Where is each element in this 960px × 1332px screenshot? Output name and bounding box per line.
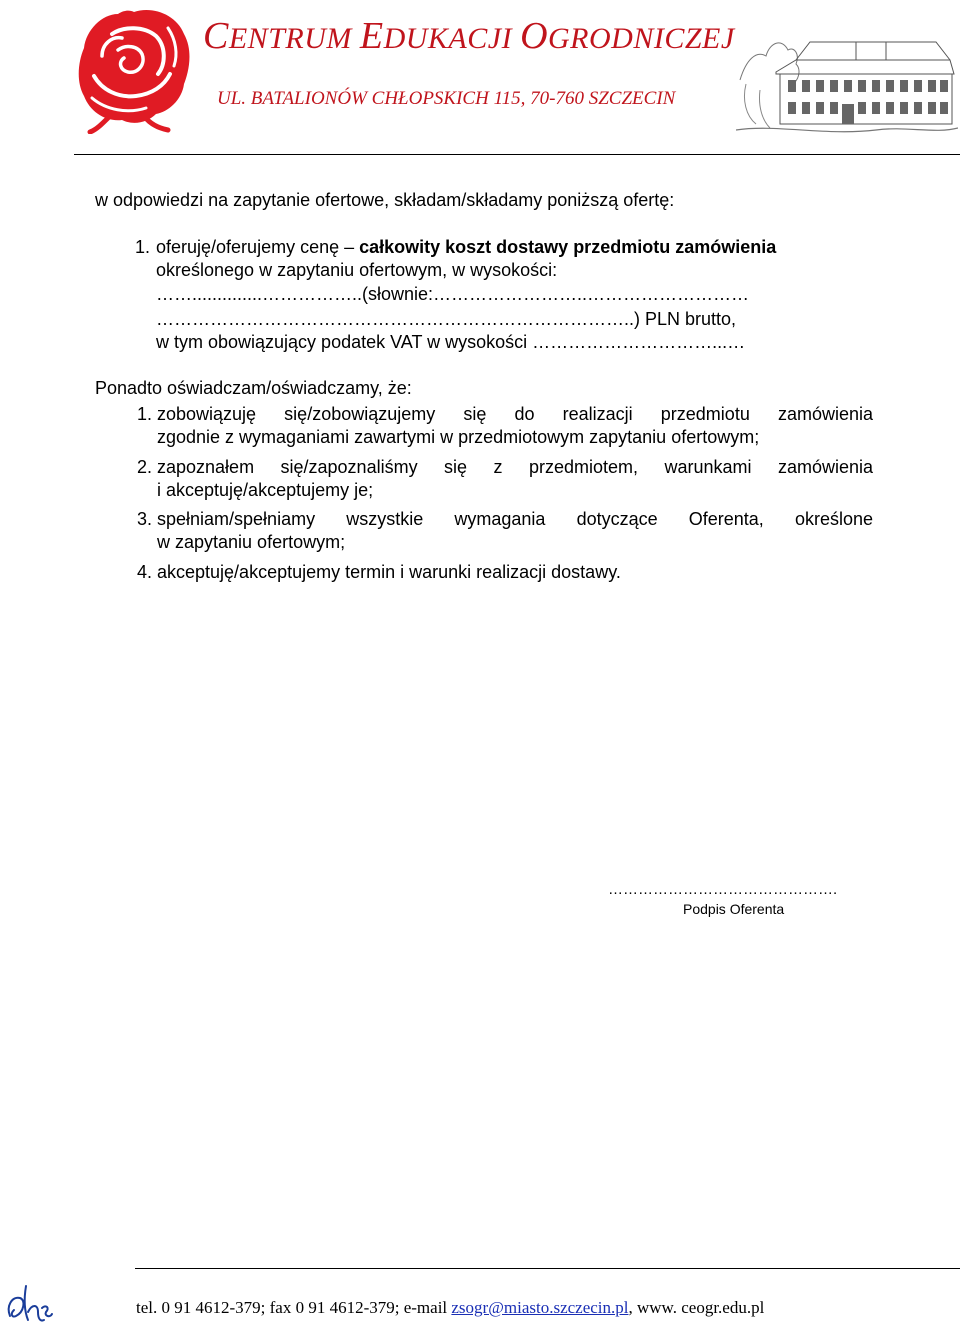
rose-logo-icon: [72, 4, 196, 134]
signature-line: ……………………………………….: [608, 881, 838, 898]
signature-label: Podpis Oferenta: [683, 901, 785, 917]
declaration-header: Ponadto oświadczam/oświadczamy, że:: [95, 378, 412, 398]
item1-line1: oferuję/oferujemy cenę – całkowity koszt dostawy przedmiotu zamówienia: [156, 237, 777, 257]
signature-monogram-icon: [4, 1282, 54, 1328]
vat-line: w tym obowiązujący podatek VAT w wysokości …………………………...…: [156, 332, 746, 352]
declaration-number: 2.: [137, 457, 153, 477]
price-blank-line: ……..............……………..(słownie:……………………..………………………: [156, 284, 750, 304]
declaration-number: 3.: [137, 509, 153, 529]
institution-address: UL. BATALIONÓW CHŁOPSKICH 115, 70-760 SZCZECIN: [217, 88, 676, 109]
item1-line2: określonego w zapytaniu ofertowym, w wysokości:: [156, 260, 558, 280]
footer-divider: [135, 1268, 960, 1269]
item1-number: 1.: [135, 237, 151, 257]
intro-text: w odpowiedzi na zapytanie ofertowe, składam/składamy poniższą ofertę:: [95, 190, 675, 210]
footer-contact: tel. 0 91 4612-379; fax 0 91 4612-379; e-mail zsogr@miasto.szczecin.pl, www. ceogr.edu.pl: [136, 1298, 765, 1317]
declaration-number: 1.: [137, 404, 153, 424]
institution-name: CENTRUM EDUKACJI OGRODNICZEJ: [203, 15, 735, 57]
header-divider: [74, 154, 960, 155]
declaration-number: 4.: [137, 562, 153, 582]
price-words-line: ……………………………………………………………………..) PLN brutto,: [156, 309, 737, 329]
email-link[interactable]: zsogr@miasto.szczecin.pl: [451, 1298, 629, 1317]
school-building-icon: [736, 20, 958, 138]
